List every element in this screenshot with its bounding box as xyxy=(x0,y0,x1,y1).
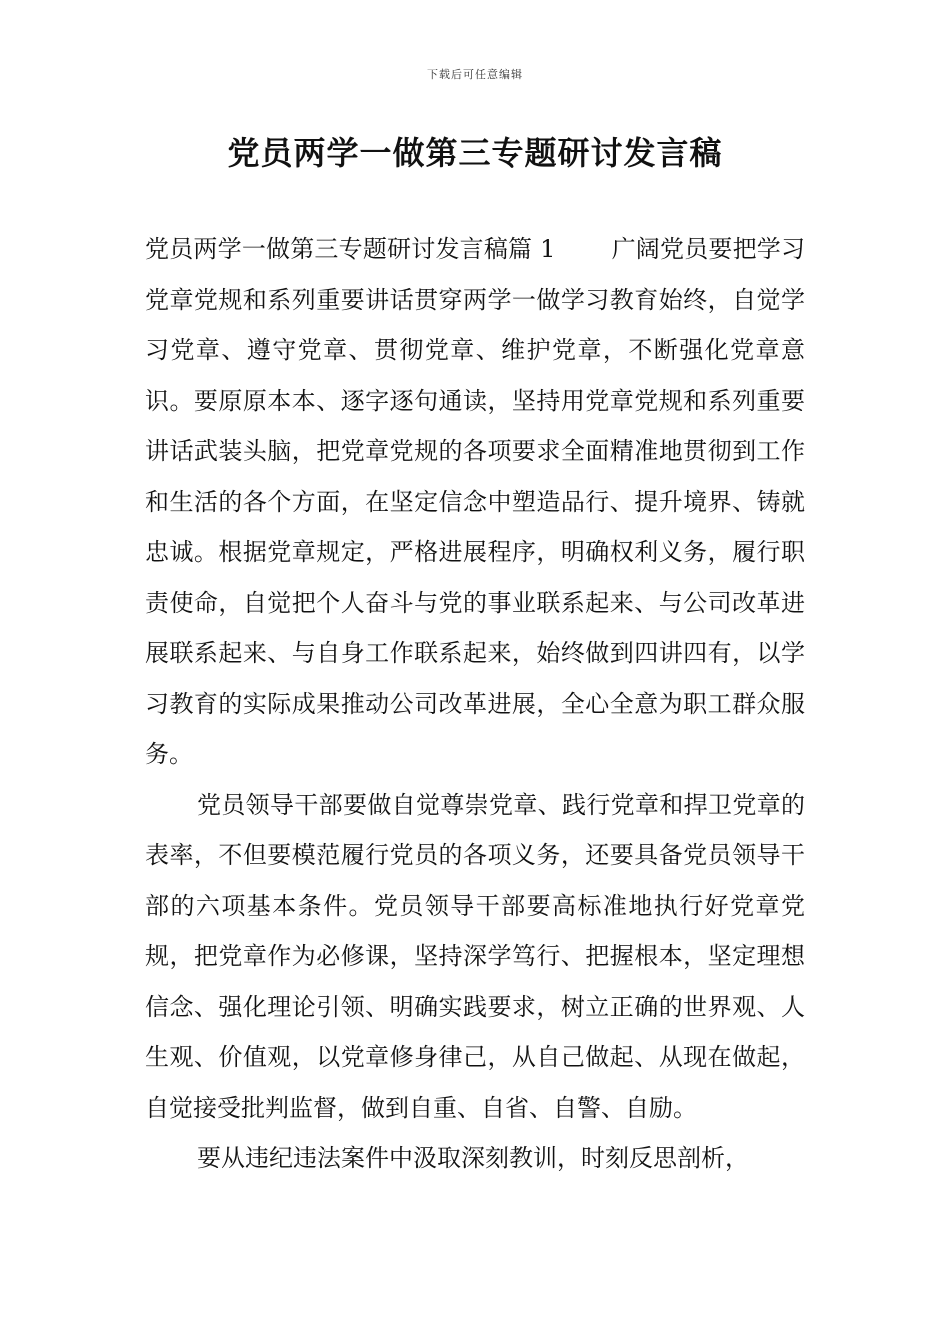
paragraph-1 xyxy=(145,224,805,780)
paragraph-2: 党员领导干部要做自觉尊崇党章、践行党章和捍卫党章的表率，不但要模范履行党员的各项义务，还要具备党员领导干部的六项基本条件。党员领导干部要高标准地执行好党章党规，把党章作为必修课，坚持深学笃行、把握根本，坚定理想信念、强化理论引领、明确实践要求，树立正确的世界观、人生观、价值观，以党章修身律己，从自己做起、从现在做起，自觉接受批判监督，做到自重、自省、自警、自励。 xyxy=(145,790,805,1122)
paragraph-1-text: 广阔党员要把学习党章党规和系列重要讲话贯穿两学一做学习教育始终，自觉学习党章、遵守党章、贯彻党章、维护党章，不断强化党章意识。要原原本本、逐字逐句通读，坚持用党章党规和系列重要讲话武装头脑，把党章党规的各项要求全面精准地贯彻到工作和生活的各个方面，在坚定信念中塑造品行、提升境界、铸就忠诚。根据党章规定，严格进展程序，明确权利义务，履行职责使命，自觉把个人奋斗与党的事业联系起来、与公司改革进展联系起来、与自身工作联系起来，始终做到四讲四有，以学习教育的实际成果推动公司改革进展，全心全意为职工群众服务。 xyxy=(145,235,806,768)
document-title: 党员两学一做第三专题研讨发言稿 xyxy=(227,134,723,172)
paragraph-3: 要从违纪违法案件中汲取深刻教训，时刻反思剖析， xyxy=(197,1144,749,1172)
paragraph-1-lead: 党员两学一做第三专题研讨发言稿篇 1 xyxy=(145,235,556,263)
document-body xyxy=(145,224,805,1184)
header-note: 下载后可任意编辑 xyxy=(427,68,523,81)
